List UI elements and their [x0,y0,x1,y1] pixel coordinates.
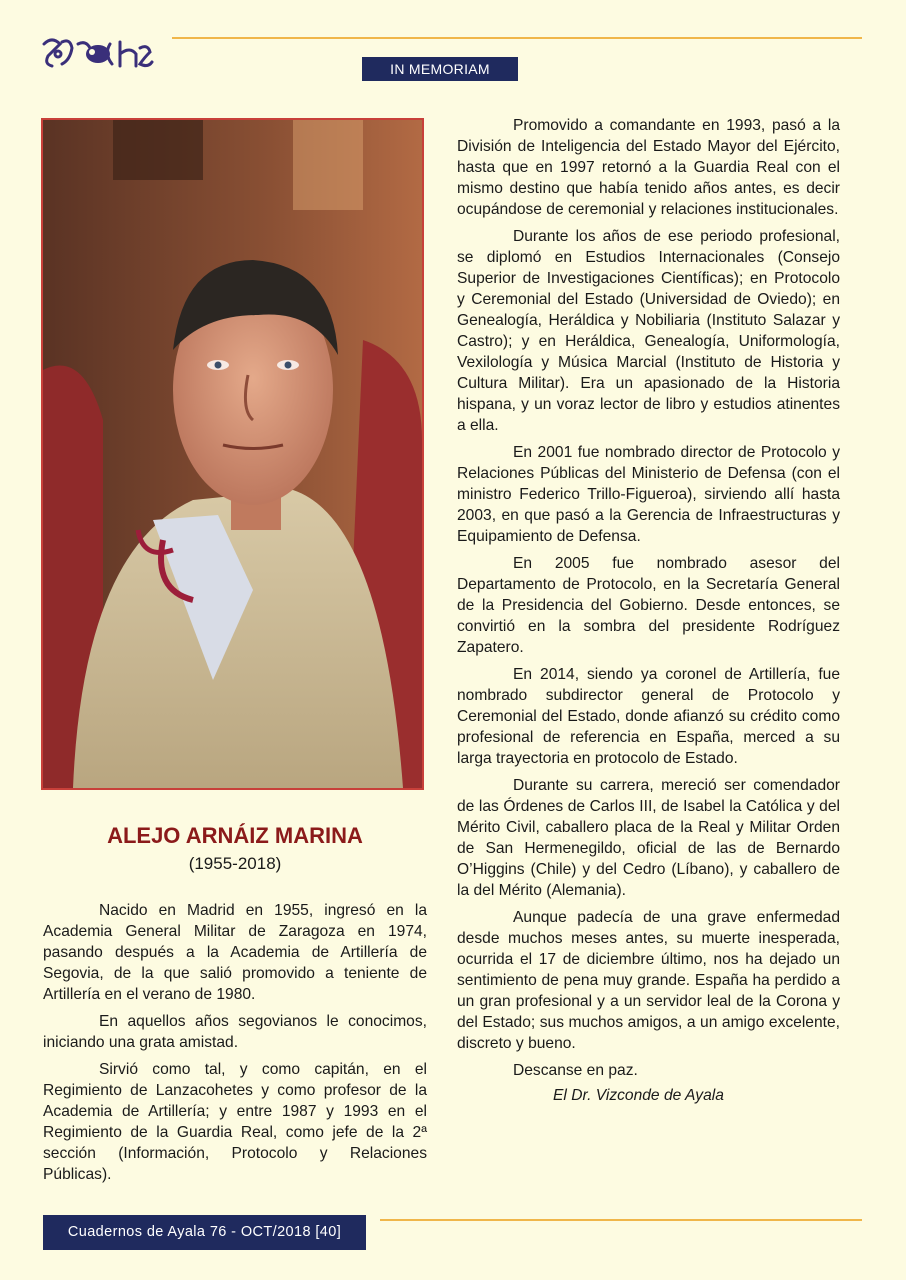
obituary-name: ALEJO ARNÁIZ MARINA [107,823,363,848]
paragraph: En 2005 fue nombrado asesor del Departamento de Protocolo, en la Secretaría General de la Presidencia del Gobierno. Desde entonces, se convirtió en la sombra del presidente Rodríguez Zapatero. [457,555,840,656]
paragraph: Aunque padecía de una grave enfermedad desde muchos meses antes, su muerte inesperada, ocurrida el 17 de diciembre último, nos ha dejado un sentimiento de pena muy grande. España ha perdido a un gran profesional y a un servidor leal de la Corona y del Estado; sus muchos amigos, a un amigo excelente, discreto y bueno. [457,909,840,1052]
left-column [43,900,427,1191]
paragraph: Nacido en Madrid en 1955, ingresó en la Academia General Militar de Zaragoza en 1974, pasando después a la Academia de Artillería de Segovia, de la que salió promovido a teniente de Artillería en el verano de 1980. [43,902,427,1003]
paragraph: En aquellos años segovianos le conocimos, iniciando una grata amistad. [43,1013,427,1051]
paragraph: En 2014, siendo ya coronel de Artillería, fue nombrado subdirector general de Protocolo y Ceremonial del Estado, donde afianzó su crédito como profesional de referencia en España, merced a su larga trayectoria en protocolo de Estado. [457,666,840,767]
obituary-years: (1955-2018) [188,854,282,873]
paragraph: Durante su carrera, mereció ser comendador de las Órdenes de Carlos III, de Isabel la Católica y del Mérito Civil, caballero placa de la Real y Militar Orden de San Hermenegildo, oficial de las de Bernardo O’Higgins (Chile) y del Cedro (Líbano), y caballero de la del Mérito (Alemania). [457,777,840,899]
right-column [457,115,840,1106]
paragraph: Promovido a comandante en 1993, pasó a la División de Inteligencia del Estado Mayor del Ejército, hasta que en 1997 retornó a la Guardia Real con el mismo destino que había tenido años antes, es decir ocupándose de ceremonial y relaciones institucionales. [457,117,840,218]
closing-line: Descanse en paz. [513,1062,638,1079]
portrait-photo-icon [41,118,424,790]
paragraph: Durante los años de ese periodo profesional, se diplomó en Estudios Internacionales (Consejo Superior de Investigaciones Científicas); en Protocolo y Ceremonial del Estado (Universidad de Oviedo); en Genealogía, Heráldica y Nobiliaria (Instituto Salazar y Castro); y en Heráldica, Genealogía, Uniformología, Vexilología y Música Marcial (Instituto de Historia y Cultura Militar). Era un apasionado de la Historia hispana, y un voraz lector de libro y estudios atinentes a ella. [457,228,840,434]
ayala-logo-icon [40,34,155,76]
footer-publication: Cuadernos de Ayala 76 - OCT/2018 [40] [43,1215,366,1250]
bottom-rule [380,1219,862,1221]
paragraph: En 2001 fue nombrado director de Protocolo y Relaciones Públicas del Ministerio de Defensa (con el ministro Federico Trillo-Figueroa), sirviendo allí hasta 2003, en que pasó a la Gerencia de Infraestructuras y Equipamiento de Defensa. [457,444,840,545]
signature: El Dr. Vizconde de Ayala [553,1087,724,1104]
top-rule [172,37,862,39]
section-label: IN MEMORIAM [362,57,518,81]
paragraph: Sirvió como tal, y como capitán, en el Regimiento de Lanzacohetes y como profesor de la Academia de Artillería; y entre 1987 y 1993 en el Regimiento de la Guardia Real, como jefe de la 2ª sección (Información, Protocolo y Relaciones Públicas). [43,1061,427,1183]
